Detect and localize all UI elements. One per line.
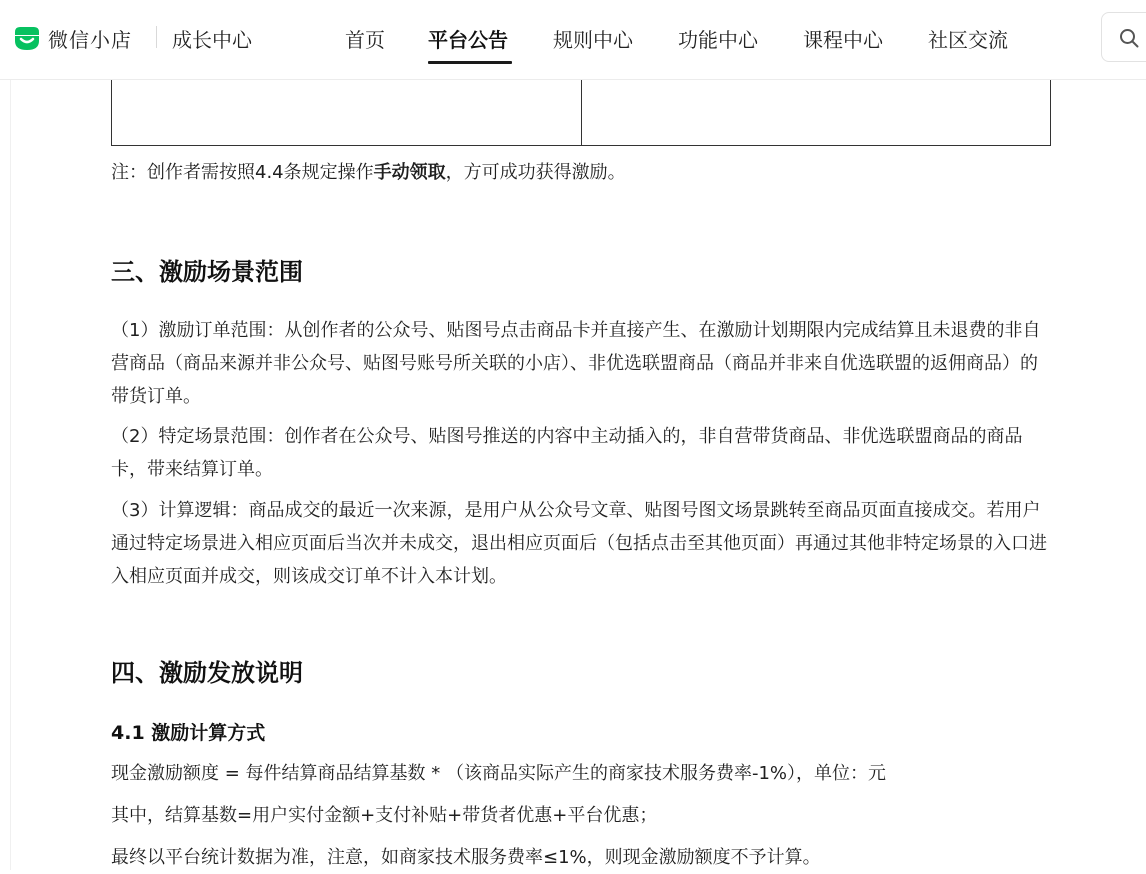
section-4-heading: 四、激励发放说明 (111, 659, 303, 687)
search-icon (1118, 27, 1140, 49)
note-text-suffix: ，方可成功获得激励。 (445, 162, 626, 183)
brand-name: 微信小店 (48, 27, 132, 52)
section-3-heading: 三、激励场景范围 (111, 258, 303, 286)
content-left-border (10, 80, 11, 870)
table-column-divider (581, 80, 582, 145)
growth-center-title[interactable]: 成长中心 (172, 28, 252, 52)
nav-item-features[interactable]: 功能中心 (678, 28, 758, 52)
nav-item-home[interactable]: 首页 (345, 28, 385, 52)
note-paragraph (111, 156, 1051, 189)
section-4-1-line-2: 其中，结算基数=用户实付金额+支付补贴+带货者优惠+平台优惠； (111, 805, 658, 826)
top-navigation-bar (0, 0, 1146, 80)
subsection-4-1-heading: 4.1 激励计算方式 (111, 722, 266, 744)
table-bottom-fragment (111, 80, 1051, 146)
section-4-1-line-3: 最终以平台统计数据为准，注意，如商家技术服务费率≤1%，则现金激励额度不予计算。 (111, 847, 821, 868)
search-button[interactable] (1101, 12, 1146, 62)
section-3-paragraph-3: （3）计算逻辑：商品成交的最近一次来源，是用户从公众号文章、贴图号图文场景跳转至商品页面直接成交。若用户通过特定场景进入相应页面后当次并未成交，退出相应页面后（包括点击至其他页面）再通过其他非特定场景的入口进入相应页面并成交，则该成交订单不计入本计划。 (111, 500, 1047, 587)
nav-item-community[interactable]: 社区交流 (928, 28, 1008, 52)
note-text-prefix: 注：创作者需按照4.4条规定操作 (111, 162, 374, 183)
section-3-paragraph-1: （1）激励订单范围：从创作者的公众号、贴图号点击商品卡并直接产生、在激励计划期限内完成结算且未退费的非自营商品（商品来源并非公众号、贴图号账号所关联的小店）、非优选联盟商品（商品并非来自优选联盟的返佣商品）的带货订单。 (111, 320, 1041, 407)
nav-item-announcements[interactable]: 平台公告 (428, 28, 508, 52)
section-4-1-line-1: 现金激励额度 = 每件结算商品结算基数 * （该商品实际产生的商家技术服务费率-1%），单位：元 (111, 763, 887, 784)
brand-logo[interactable] (12, 22, 132, 54)
brand-divider (156, 26, 157, 48)
section-3-paragraph-2: （2）特定场景范围：创作者在公众号、贴图号推送的内容中主动插入的，非自营带货商品、非优选联盟商品的商品卡，带来结算订单。 (111, 426, 1023, 480)
nav-item-rules[interactable]: 规则中心 (553, 28, 633, 52)
note-text-bold: 手动领取 (373, 162, 446, 183)
nav-item-courses[interactable]: 课程中心 (803, 28, 883, 52)
active-tab-indicator (428, 61, 512, 64)
wechat-store-logo-icon (12, 23, 42, 53)
